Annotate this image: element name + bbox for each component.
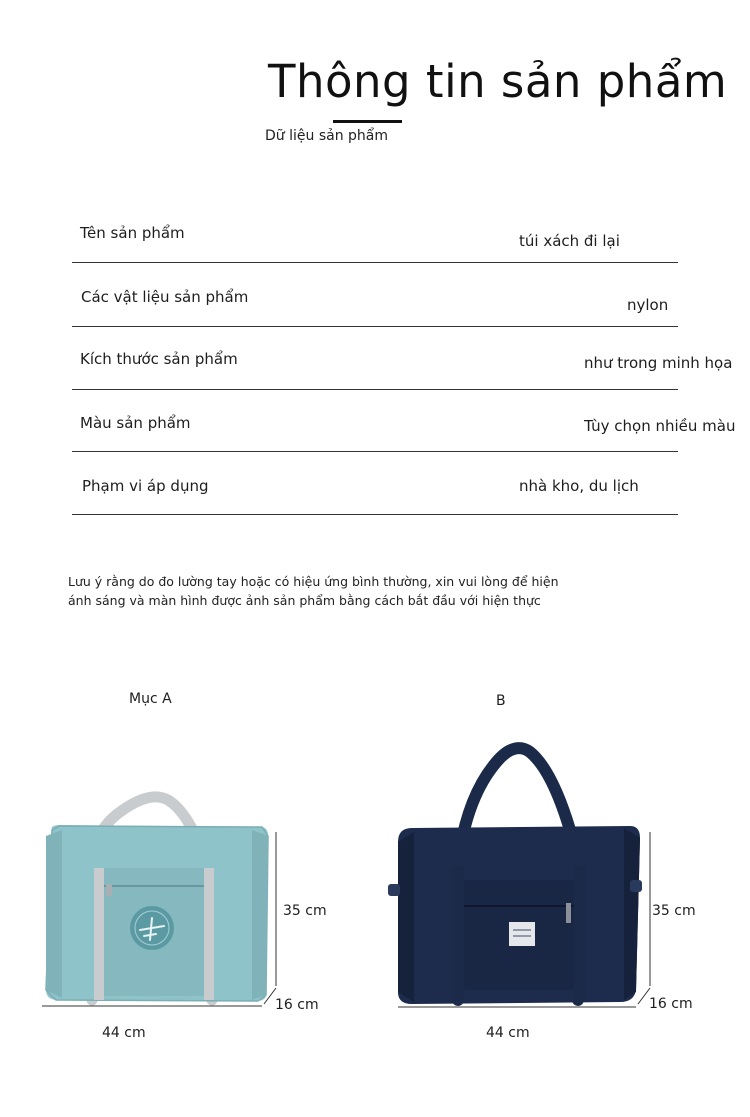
spec-label-color: Màu sản phẩm [80, 414, 191, 432]
bag-a-height-label: 35 cm [283, 903, 327, 919]
spec-value-name: túi xách đi lại [519, 232, 620, 250]
spec-label-size: Kích thước sản phẩm [80, 350, 238, 368]
page-title: Thông tin sản phẩm [268, 55, 728, 108]
spec-value-material: nylon [627, 296, 669, 314]
bag-b-height-label: 35 cm [652, 903, 696, 919]
product-b-caption: B [496, 693, 506, 709]
note-line: Lưu ý rằng do đo lường tay hoặc có hiệu ứng bình thường, xin vui lòng để hiện [68, 574, 559, 589]
page-subtitle: Dữ liệu sản phẩm [265, 128, 388, 144]
bag-b-depth-label: 16 cm [649, 996, 693, 1012]
spec-value-usage: nhà kho, du lịch [519, 477, 639, 495]
spec-label-name: Tên sản phẩm [80, 224, 185, 242]
spec-value-color: Tùy chọn nhiều màu [584, 417, 736, 435]
spec-label-usage: Phạm vi áp dụng [82, 477, 209, 495]
product-a-caption: Mục A [129, 691, 172, 707]
bag-a-depth-label: 16 cm [275, 997, 319, 1013]
note-line: ánh sáng và màn hình được ảnh sản phẩm bằng cách bắt đầu với hiện thực [68, 593, 541, 608]
spec-label-material: Các vật liệu sản phẩm [81, 288, 249, 306]
bag-b-width-label: 44 cm [486, 1025, 530, 1041]
bag-a-width-label: 44 cm [102, 1025, 146, 1041]
spec-value-size: như trong minh họa [584, 354, 733, 372]
